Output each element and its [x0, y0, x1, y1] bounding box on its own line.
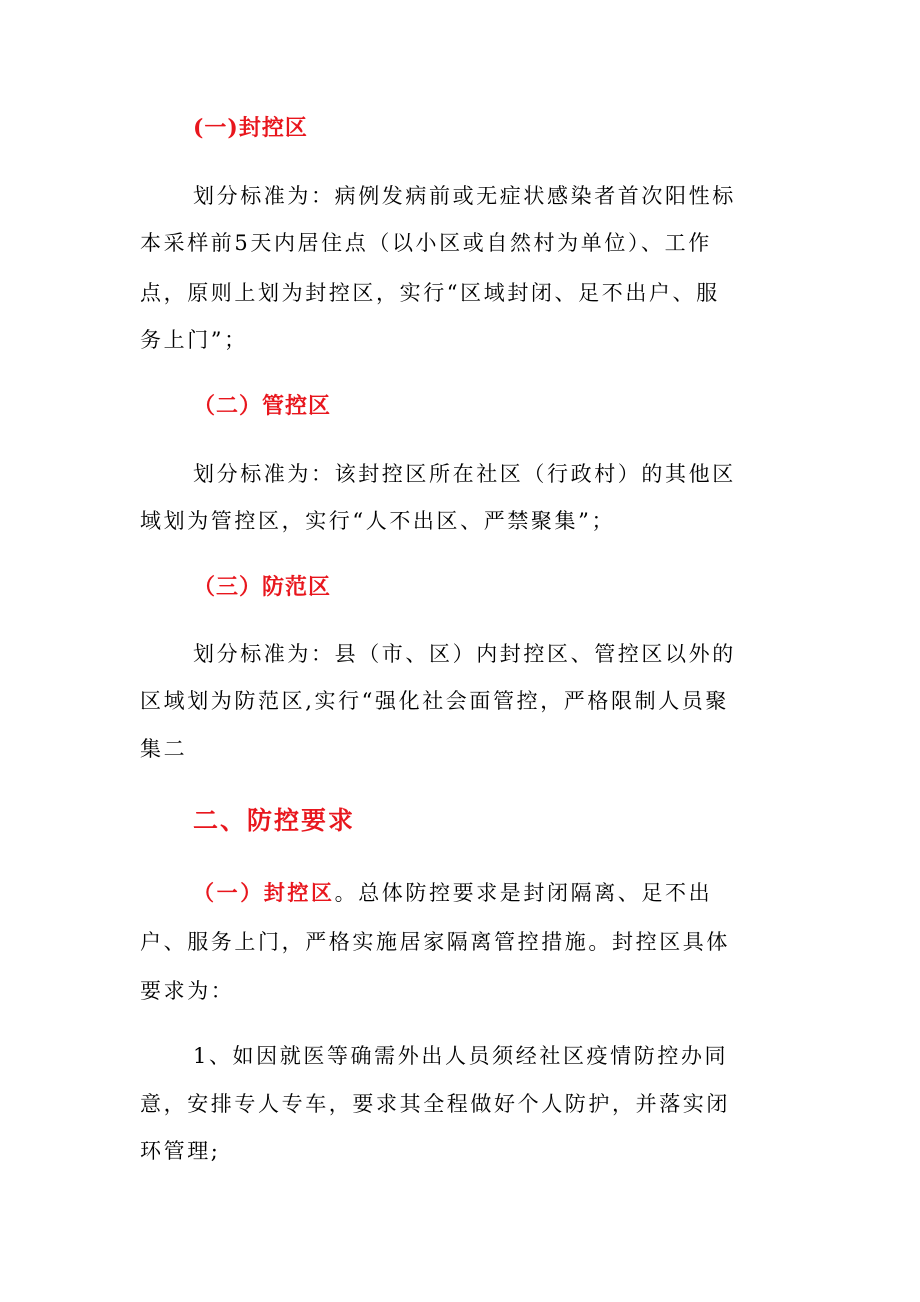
section-heading-fangfan: （三）防范区 [193, 574, 332, 600]
paragraph-line: 区域划为防范区,实行“强化社会面管控，严格限制人员聚 [140, 689, 730, 713]
paragraph-line: 划分标准为：该封控区所在社区（行政村）的其他区 [193, 462, 736, 486]
requirement-first-line [193, 878, 833, 908]
paragraph-line: 户、服务上门，严格实施居家隔离管控措施。封控区具体 [140, 930, 730, 954]
list-item-line: 环管理; [140, 1139, 221, 1163]
paragraph-line: 务上门”； [140, 328, 248, 352]
list-item-line: 1、如因就医等确需外出人员须经社区疫情防控办同 [193, 1044, 729, 1068]
requirement-label-fengkong: （一）封控区 [193, 880, 335, 905]
paragraph-line: 划分标准为：病例发病前或无症状感染者首次阳性标 [193, 184, 736, 208]
paragraph-line: 集二 [140, 737, 188, 761]
main-heading-fangkong-yaoqiu: 二、防控要求 [193, 806, 356, 835]
section-heading-fengkong: (一)封控区 [193, 115, 308, 141]
paragraph-line: 本采样前5天内居住点（以小区或自然村为单位）、工作 [140, 231, 712, 255]
paragraph-line: 域划为管控区，实行“人不出区、严禁聚集”； [140, 509, 616, 533]
paragraph-line: 划分标准为：县（市、区）内封控区、管控区以外的 [193, 642, 736, 666]
requirement-text: 。总体防控要求是封闭隔离、足不出 [334, 881, 713, 905]
paragraph-line: 点，原则上划为封控区，实行“区域封闭、足不出户、服 [140, 281, 720, 305]
list-item-line: 意，安排专人专车，要求其全程做好个人防护，并落实闭 [140, 1092, 730, 1116]
section-heading-guankong: （二）管控区 [193, 393, 332, 419]
paragraph-line: 要求为： [140, 979, 235, 1003]
